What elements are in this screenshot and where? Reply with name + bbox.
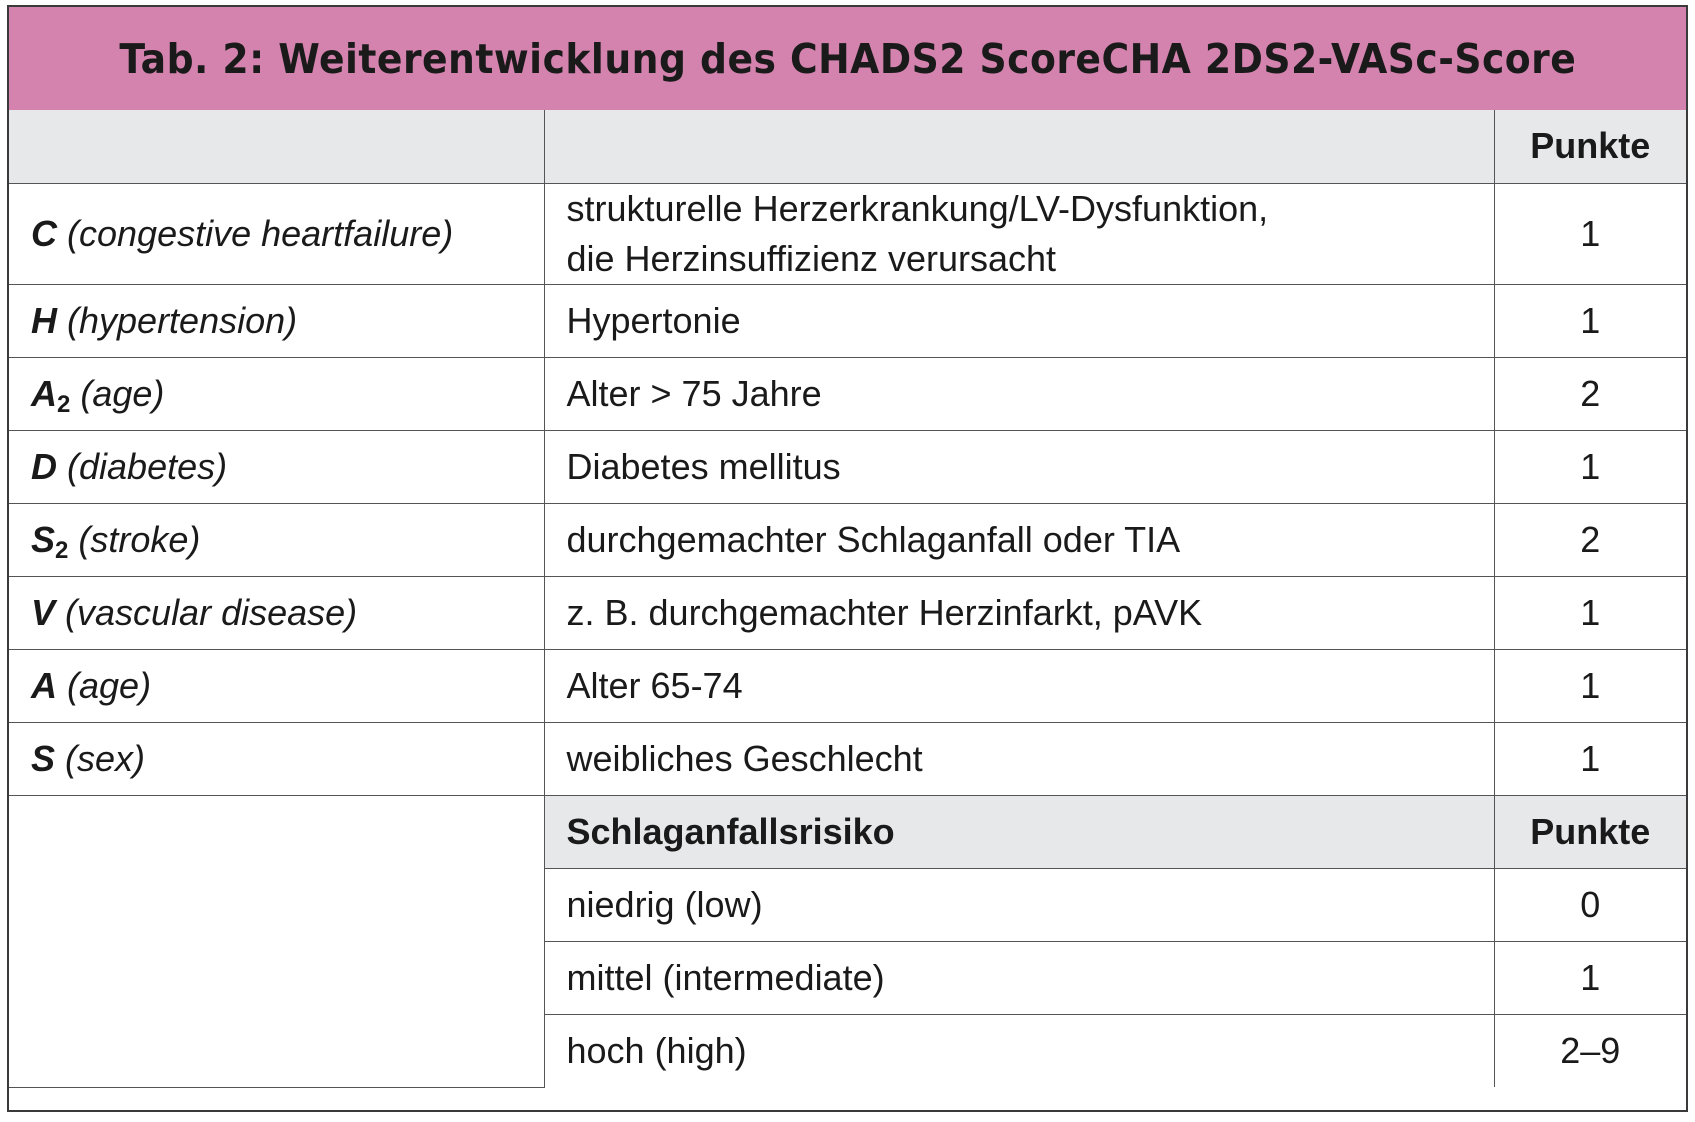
description-cell: Alter 65-74 [544,649,1494,722]
risk-label-cell: niedrig (low) [544,868,1494,941]
description-cell: Hypertonie [544,284,1494,357]
points-cell: 1 [1494,183,1686,284]
risk-header-label: Schlaganfallsrisiko [544,795,1494,868]
points-cell: 2 [1494,503,1686,576]
points-cell: 1 [1494,284,1686,357]
table-row [9,503,1686,576]
points-cell: 1 [1494,722,1686,795]
title-bar [9,7,1686,112]
risk-label-cell: mittel (intermediate) [544,941,1494,1014]
table-row [9,649,1686,722]
criterion-cell: $A_2$ (age) [9,357,544,430]
risk-blank-cell [9,795,544,1087]
table-row [9,722,1686,795]
description-cell: strukturelle Herzerkrankung/LV-Dysfunktion, die Herzinsuffizienz verursacht [544,183,1494,284]
table-row [9,183,1686,284]
points-cell: 1 [1494,576,1686,649]
description-cell: Alter > 75 Jahre [544,357,1494,430]
risk-header-row [9,795,1686,868]
table-row [9,576,1686,649]
risk-header-points: Punkte [1494,795,1686,868]
points-cell: 1 [1494,649,1686,722]
header-cell-criterion [9,110,544,183]
description-cell: weibliches Geschlecht [544,722,1494,795]
table-title: Tab. 2: Weiterentwicklung des CHADS2 ScoreCHA 2DS2-VASc-Score [119,34,1576,83]
header-row [9,110,1686,183]
header-cell-description [544,110,1494,183]
risk-points-cell: 1 [1494,941,1686,1014]
table-row [9,357,1686,430]
criterion-cell: A (age) [9,649,544,722]
risk-points-cell: 0 [1494,868,1686,941]
score-table [9,110,1686,1088]
risk-label-cell: hoch (high) [544,1014,1494,1087]
points-cell: 1 [1494,430,1686,503]
table-row [9,430,1686,503]
risk-points-cell: 2–9 [1494,1014,1686,1087]
description-cell: durchgemachter Schlaganfall oder TIA [544,503,1494,576]
description-cell: Diabetes mellitus [544,430,1494,503]
description-cell: z. B. durchgemachter Herzinfarkt, pAVK [544,576,1494,649]
criterion-cell: H (hypertension) [9,284,544,357]
criterion-cell: D (diabetes) [9,430,544,503]
criterion-cell: S (sex) [9,722,544,795]
criterion-cell: V (vascular disease) [9,576,544,649]
criterion-cell: C (congestive heartfailure) [9,183,544,284]
criterion-cell: $S_2$ (stroke) [9,503,544,576]
header-cell-points: Punkte [1494,110,1686,183]
points-cell: 2 [1494,357,1686,430]
table-row [9,284,1686,357]
table-frame [7,5,1688,1112]
